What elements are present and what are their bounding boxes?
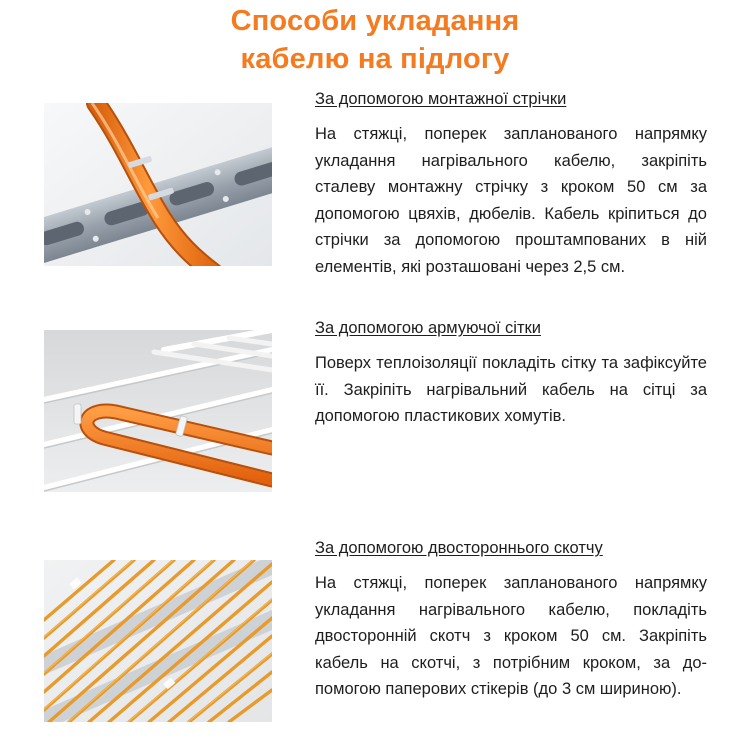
method-mounting-tape bbox=[315, 88, 707, 280]
method-description: На стяжці, поперек запланованого напрямку укладання нагрівального кабелю, покладіть двосторонній скотч з кроком 50 см. Закріпіть кабель на скотчі, з потрібним кроком, за допомогою паперових стікерів (до 3 см шириною). bbox=[315, 574, 707, 698]
method-heading: За допомогою двостороннього скотчу bbox=[315, 539, 603, 557]
method-heading: За допомогою монтажної стрічки bbox=[315, 90, 567, 108]
method-description: Поверх теплоізоляції покладіть сітку та зафіксуйте її. Закріпіть нагрівальний кабель на сітці за допомогою пластикових хомутів. bbox=[315, 354, 707, 425]
method-reinforcing-mesh bbox=[315, 317, 707, 430]
method-double-sided-tape bbox=[315, 537, 707, 703]
page-title-line-1: Способи укладання bbox=[230, 5, 520, 37]
page-title-line-2: кабелю на підлогу bbox=[240, 43, 510, 75]
double-sided-tape-illustration bbox=[44, 560, 272, 722]
page-title bbox=[0, 2, 750, 78]
mounting-tape-illustration bbox=[44, 103, 272, 266]
reinforcing-mesh-illustration bbox=[44, 330, 272, 492]
method-heading: За допомогою армуючої сітки bbox=[315, 319, 541, 337]
method-description: На стяжці, поперек запланованого напрямку укладання нагрівального кабелю, закріпіть сталеву монтажну стрічку з кроком 50 см за допомогою цвяхів, дюбелів. Кабель кріпиться до стрічки за допомогою проштампованих в ній елементів, які розташовані через 2,5 см. bbox=[315, 125, 707, 276]
